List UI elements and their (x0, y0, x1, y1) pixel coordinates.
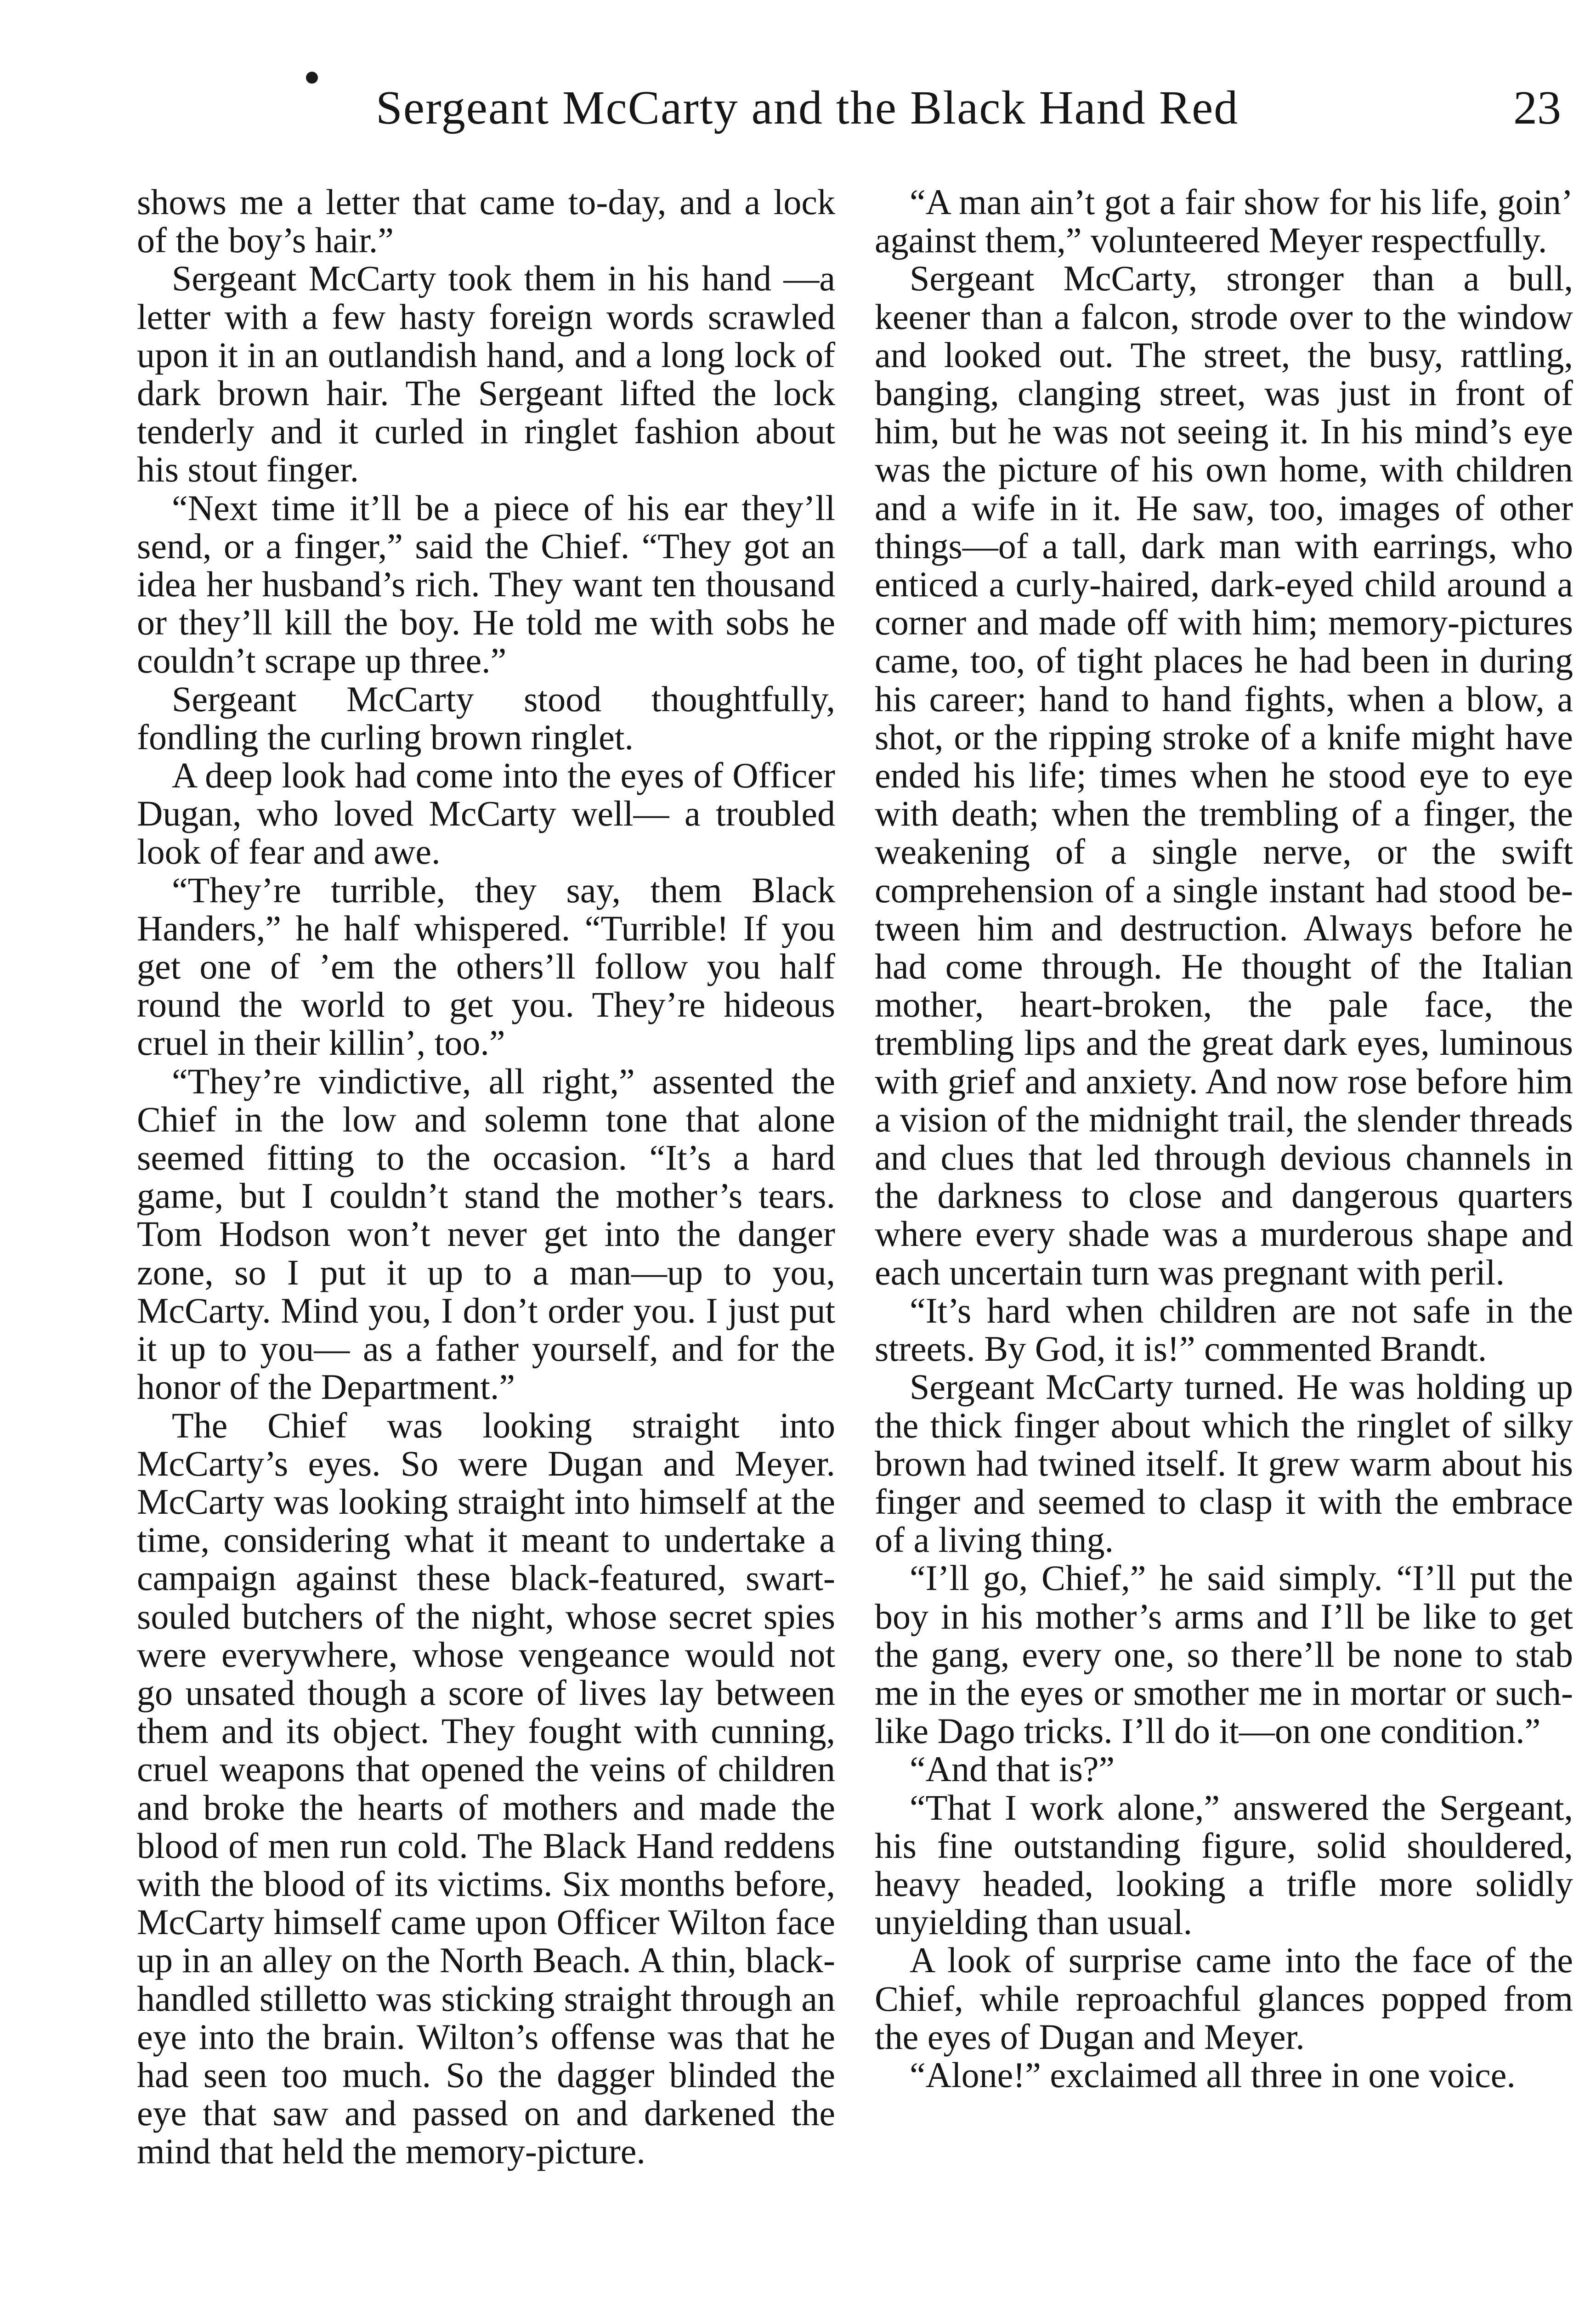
page-number: 23 (1513, 81, 1561, 134)
paragraph: “Alone!” exclaimed all three in one voice. (910, 2054, 1516, 2095)
paragraph: “A man ain’t got a fair show for his life, goin’ against them,” volunteered Meyer respectfully. (875, 182, 1573, 260)
page-header (0, 80, 1596, 145)
paragraph: “I’ll go, Chief,” he said simply. “I’ll put the boy in his mother’s arms and I’ll be like to get the gang, every one, so there’ll be none to stab me in the eyes or smother me in mortar or such-like Dago tricks. I’ll do it—on one condition.” (875, 1558, 1573, 1751)
paragraph: Sergeant McCarty took them in his hand —a letter with a few hasty foreign words scrawled upon it in an outlandish hand, and a long lock of dark brown hair. The Sergeant lifted the lock tenderly and it curled in ringlet fashion about his stout finger. (137, 258, 835, 490)
paragraph: Sergeant McCarty stood thoughtfully, fondling the curling brown ringlet. (137, 679, 835, 757)
paragraph: A look of surprise came into the face of the Chief, while reproachful glances popped from the eyes of Dugan and Meyer. (875, 1940, 1573, 2057)
paragraph: “That I work alone,” answered the Sergeant, his fine outstanding figure, solid shouldered, heavy headed, looking a trifle more solidly unyielding than usual. (875, 1787, 1573, 1942)
left-column (137, 183, 835, 2171)
paragraph: shows me a letter that came to-day, and a lock of the boy’s hair.” (137, 182, 835, 260)
paragraph: A deep look had come into the eyes of Officer Dugan, who loved McCarty well— a troubled look of fear and awe. (137, 755, 835, 872)
right-column (875, 183, 1573, 2094)
paragraph: “It’s hard when children are not safe in the streets. By God, it is!” commented Brandt. (875, 1290, 1573, 1369)
paragraph: “They’re turrible, they say, them Black Handers,” he half whispered. “Turrible! If you get one of ’em the others’ll follow you half round the world to get you. They’re hideous cruel in their killin’, too.” (137, 870, 835, 1063)
paragraph: “And that is?” (910, 1749, 1115, 1789)
running-head: Sergeant McCarty and the Black Hand Red (376, 81, 1239, 134)
paragraph: Sergeant McCarty, stronger than a bull, keener than a falcon, strode over to the window and looked out. The street, the busy, rattling, banging, clanging street, was just in front of him, but he was not seeing it. In his mind’s eye was the picture of his own home, with children and a wife in it. He saw, too, images of other things—of a tall, dark man with earrings, who enticed a curly-haired, dark-eyed child around a corner and made off with him; memory-pictures came, too, of tight places he had been in during his career; hand to hand fights, when a blow, a shot, or the ripping stroke of a knife might have ended his life; times when he stood eye to eye with death; when the trembling of a finger, the weakening of a single nerve, or the swift comprehension of a single instant had stood between him and destruction. Always before he had come through. He thought of the Italian mother, heart-broken, the pale face, the trembling lips and the great dark eyes, luminous with grief and anxiety. And now rose before him a vision of the midnight trail, the slender threads and clues that led through devious channels in the darkness to close and dangerous quarters where every shade was a murderous shape and each uncertain turn was pregnant with peril. (875, 258, 1573, 1292)
paragraph: “They’re vindictive, all right,” assented the Chief in the low and solemn tone that alone seemed fitting to the occasion. “It’s a hard game, but I couldn’t stand the mother’s tears. Tom Hodson won’t never get into the danger zone, so I put it up to a man—up to you, McCarty. Mind you, I don’t order you. I just put it up to you— as a father yourself, and for the honor of the Department.” (137, 1061, 835, 1407)
paragraph: Sergeant McCarty turned. He was holding up the thick finger about which the ringlet of silky brown had twined itself. It grew warm about his finger and seemed to clasp it with the embrace of a living thing. (875, 1367, 1573, 1560)
paragraph: The Chief was looking straight into McCarty’s eyes. So were Dugan and Meyer. McCarty was looking straight into himself at the time, considering what it meant to undertake a campaign against these black-featured, swart-souled butchers of the night, whose secret spies were everywhere, whose vengeance would not go unsated though a score of lives lay between them and its object. They fought with cunning, cruel weapons that opened the veins of children and broke the hearts of mothers and made the blood of men run cold. The Black Hand reddens with the blood of its victims. Six months before, McCarty himself came upon Officer Wilton face up in an alley on the North Beach. A thin, black-handled stilletto was sticking straight through an eye into the brain. Wilton’s offense was that he had seen too much. So the dagger blinded the eye that saw and passed on and darkened the mind that held the memory-picture. (137, 1405, 835, 2172)
paragraph: “Next time it’ll be a piece of his ear they’ll send, or a finger,” said the Chief. “They got an idea her husband’s rich. They want ten thousand or they’ll kill the boy. He told me with sobs he couldn’t scrape up three.” (137, 487, 835, 681)
